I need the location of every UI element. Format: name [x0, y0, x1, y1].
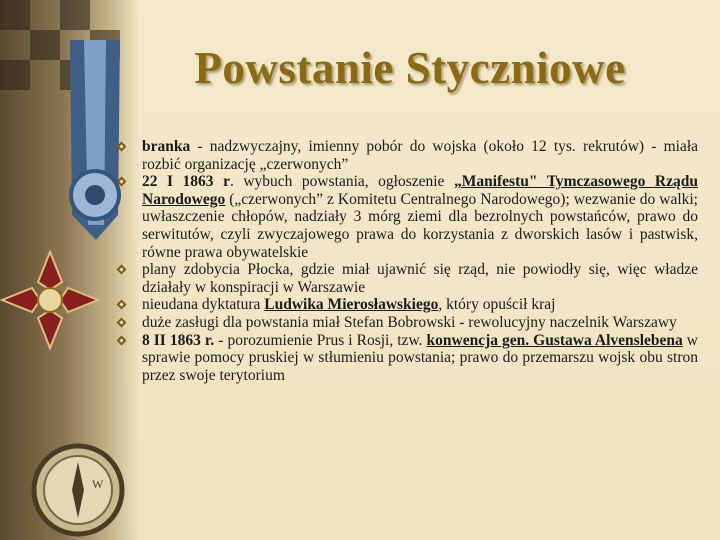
svg-text:W: W: [92, 477, 104, 491]
bullet-text: „Manifestu" Tymczasowego Rządu Narodowego: [142, 173, 698, 208]
bullet-list: [114, 138, 698, 384]
diamond-bullet-icon: [117, 317, 127, 327]
bullet-text: konwencja gen. Gustawa Alvenslebena: [426, 331, 683, 349]
slide-content: [114, 138, 698, 384]
bullet-text: 8 II 1863 r.: [142, 331, 215, 349]
bullet-text: nieudana dyktatura: [142, 296, 265, 314]
bullet-text: plany zdobycia Płocka, gdzie miał ujawnić się rząd, nie powiodły się, więc władze działały w konspiracji w Warszawie: [142, 261, 698, 296]
bullet-item: [114, 261, 698, 296]
bullet-text: Ludwika Mierosławskiego: [264, 296, 439, 314]
bullet-text: („czerwonych” z Komitetu Centralnego Narodowego); wezwanie do walki; uwłaszczenie chłopów, nadziały 3 mórg ziemi dla bezrolnych powstańców, prawo do serwitutów, czyli zwyczajowego prawa do korzystania z dworskich lasów i pastwisk, równe prawa obywatelskie: [142, 190, 698, 261]
bullet-text: branka: [142, 138, 191, 155]
bullet-text: - porozumienie Prus i Rosji, tzw.: [214, 331, 427, 349]
diamond-bullet-icon: [117, 142, 127, 152]
bullet-text: w sprawie pomocy pruskiej w stłumieniu powstania; prawo do przemarszu wojsk obu stron przez swoje terytorium: [142, 331, 698, 384]
diamond-bullet-icon: [117, 265, 127, 275]
bullet-item: [114, 296, 698, 314]
bullet-item: [114, 173, 698, 261]
slide-title: Powstanie Styczniowe: [194, 43, 626, 93]
diamond-bullet-icon: [117, 177, 127, 187]
diamond-bullet-icon: [117, 335, 127, 345]
bullet-text: - nadzwyczajny, imienny pobór do wojska (około 12 tys. rekrutów) - miała rozbić organizację „czerwonych”: [142, 138, 698, 173]
bullet-item: [114, 314, 698, 332]
bullet-text: 22 I 1863 r: [142, 173, 230, 191]
bullet-text: duże zasługi dla powstania miał Stefan Bobrowski - rewolucyjny naczelnik Warszawy: [142, 313, 677, 331]
bullet-text: . wybuch powstania, ogłoszenie: [229, 173, 454, 191]
bullet-item: [114, 138, 698, 173]
diamond-bullet-icon: [117, 300, 127, 310]
bullet-item: [114, 332, 698, 385]
bullet-text: , który opuścił kraj: [438, 296, 556, 314]
